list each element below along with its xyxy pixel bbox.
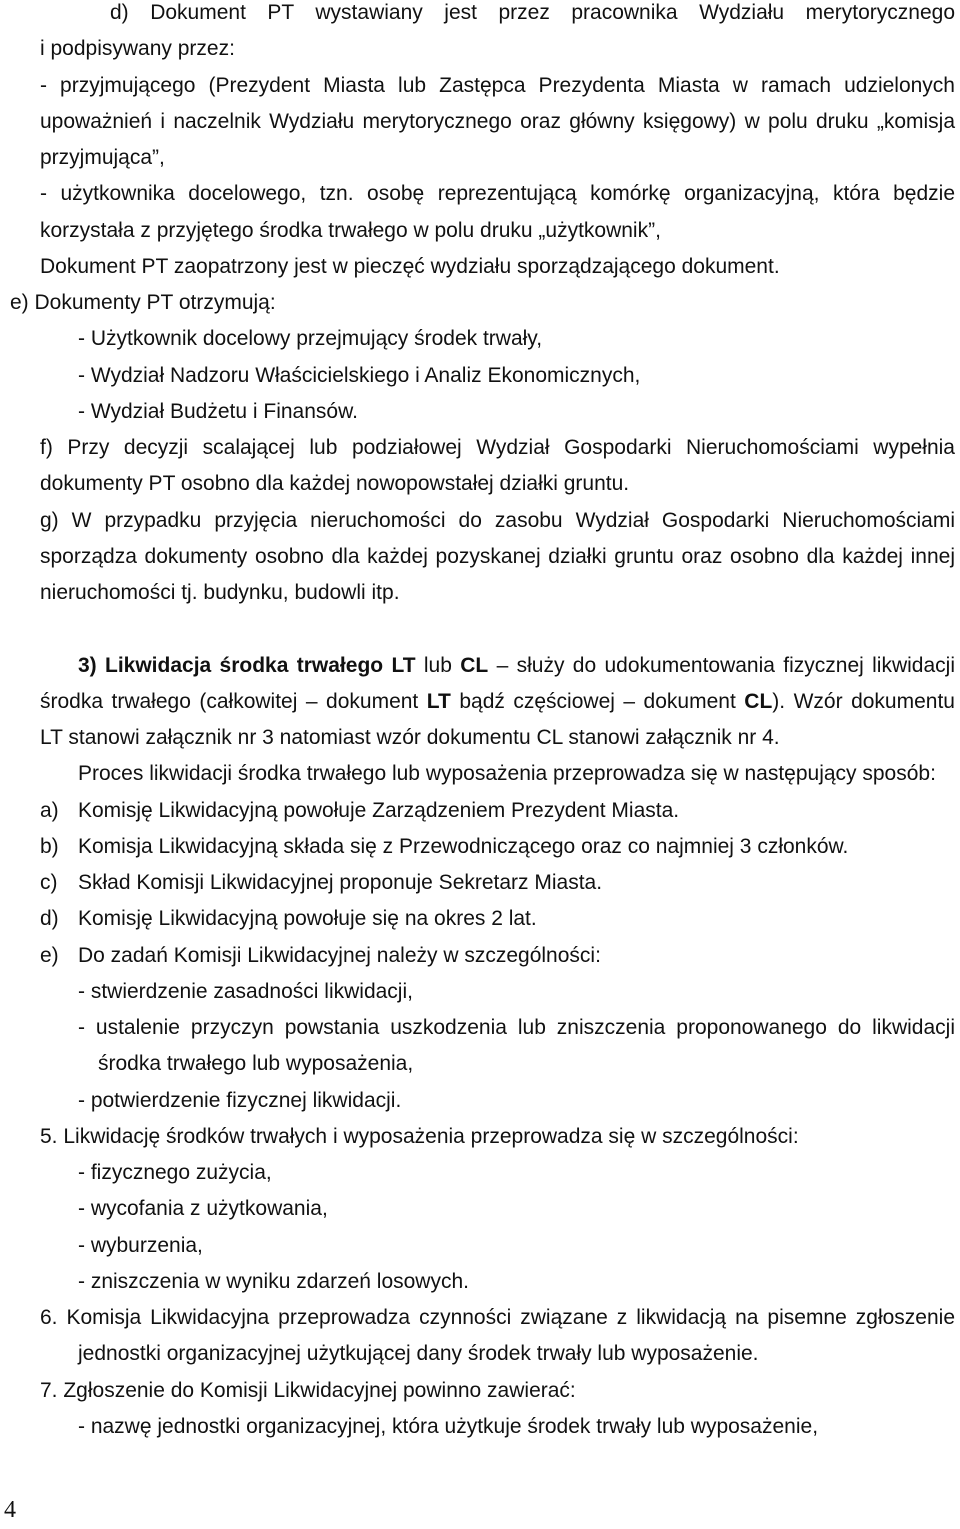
point-7-item: - nazwę jednostki organizacyjnej, która użytkuje środek trwały lub wyposażenie, xyxy=(78,1414,819,1438)
process-step xyxy=(40,865,955,901)
item-e-heading: e) Dokumenty PT otrzymują: xyxy=(10,291,276,314)
item-g-line: sporządza dokumenty osobno dla każdej pozyskanej działki gruntu oraz osobno dla każdej innej xyxy=(40,544,955,568)
commission-task-continuation: środka trwałego lub wyposażenia, xyxy=(98,1052,414,1076)
item-f-line: f) Przy decyzji scalającej lub podziałowej Wydział Gospodarki Nieruchomościami wypełnia xyxy=(40,436,955,459)
commission-task: - potwierdzenie fizycznej likwidacji. xyxy=(78,1088,402,1112)
item-d-line: - użytkownika docelowego, tzn. osobę reprezentującą komórkę organizacyjną, która będzie xyxy=(40,182,955,206)
item-d-line: przyjmująca”, xyxy=(40,146,165,169)
step-text: Komisję Likwidacyjną powołuje się na okres 2 lat. xyxy=(78,907,537,931)
document-code-lt: LT xyxy=(426,689,451,713)
page-number: 4 xyxy=(4,1497,16,1523)
section-3-text: bądź częściowej – dokument xyxy=(459,689,736,713)
section-3-text: środka trwałego (całkowitej – dokument xyxy=(40,689,419,713)
section-3-connector: lub xyxy=(423,653,452,677)
item-g-line: nieruchomości tj. budynku, budowli itp. xyxy=(40,581,400,604)
step-text: Komisję Likwidacyjną powołuje Zarządzeniem Prezydent Miasta. xyxy=(78,798,680,822)
section-3-title: 3) Likwidacja środka trwałego LT xyxy=(78,653,416,677)
process-step xyxy=(40,793,955,829)
step-label: e) xyxy=(40,943,59,967)
liquidation-reason: - zniszczenia w wyniku zdarzeń losowych. xyxy=(78,1269,469,1293)
item-d-line: korzystała z przyjętego środka trwałego w polu druku „użytkownik”, xyxy=(40,218,661,242)
point-5-heading: 5. Likwidację środków trwałych i wyposażenia przeprowadza się w szczególności: xyxy=(40,1124,799,1148)
item-d-line: Dokument PT zaopatrzony jest w pieczęć wydziału sporządzającego dokument. xyxy=(40,254,780,278)
document-code-cl: CL xyxy=(460,653,489,677)
process-step xyxy=(40,901,955,937)
section-3-text: ). Wzór dokumentu xyxy=(772,689,955,713)
liquidation-reason: - fizycznego zużycia, xyxy=(78,1161,272,1184)
commission-task: - ustalenie przyczyn powstania uszkodzenia lub zniszczenia proponowanego do likwidacji xyxy=(78,1016,955,1039)
recipient-list-item: - Wydział Budżetu i Finansów. xyxy=(78,399,358,423)
step-label: c) xyxy=(40,871,58,894)
section-3-heading-rest: – służy do udokumentowania fizycznej likwidacji xyxy=(496,653,955,677)
step-label: d) xyxy=(40,907,59,931)
step-text: Do zadań Komisji Likwidacyjnej należy w szczególności: xyxy=(78,943,601,967)
section-3-second-line xyxy=(40,684,955,720)
step-label: b) xyxy=(40,834,59,858)
commission-task: - stwierdzenie zasadności likwidacji, xyxy=(78,979,413,1003)
point-6-line: jednostki organizacyjnej użytkującej dany środek trwały lub wyposażenie. xyxy=(78,1342,759,1366)
item-f-line: dokumenty PT osobno dla każdej nowopowstałej działki gruntu. xyxy=(40,472,630,496)
liquidation-reason: - wycofania z użytkowania, xyxy=(78,1197,328,1221)
section-3-heading-line xyxy=(78,648,955,684)
point-7-heading: 7. Zgłoszenie do Komisji Likwidacyjnej powinno zawierać: xyxy=(40,1378,576,1402)
process-step xyxy=(40,829,955,865)
section-3-third-line: LT stanowi załącznik nr 3 natomiast wzór dokumentu CL stanowi załącznik nr 4. xyxy=(40,726,780,749)
item-g-line: g) W przypadku przyjęcia nieruchomości do zasobu Wydział Gospodarki Nieruchomościami xyxy=(40,508,955,532)
process-step xyxy=(40,938,955,974)
item-d-line: upoważnień i naczelnik Wydziału merytorycznego oraz główny księgowy) w polu druku „komisja xyxy=(40,109,955,133)
item-d-line: d) Dokument PT wystawiany jest przez pracownika Wydziału merytorycznego xyxy=(110,1,955,24)
step-text: Skład Komisji Likwidacyjnej proponuje Sekretarz Miasta. xyxy=(78,871,603,894)
item-d-line: i podpisywany przez: xyxy=(40,37,235,61)
process-intro: Proces likwidacji środka trwałego lub wyposażenia przeprowadza się w następujący sposób: xyxy=(78,762,936,786)
step-text: Komisja Likwidacyjną składa się z Przewodniczącego oraz co najmniej 3 członków. xyxy=(78,834,849,858)
step-label: a) xyxy=(40,798,59,822)
document-code-cl: CL xyxy=(744,689,773,713)
recipient-list-item: - Użytkownik docelowy przejmujący środek trwały, xyxy=(78,327,543,351)
liquidation-reason: - wyburzenia, xyxy=(78,1233,203,1257)
item-d-line: - przyjmującego (Prezydent Miasta lub Zastępca Prezydenta Miasta w ramach udzielonych xyxy=(40,73,955,97)
point-6-line: 6. Komisja Likwidacyjna przeprowadza czynności związane z likwidacją na pisemne zgłoszenie xyxy=(40,1306,955,1329)
recipient-list-item: - Wydział Nadzoru Właścicielskiego i Analiz Ekonomicznych, xyxy=(78,363,641,387)
blank-line xyxy=(0,611,960,647)
